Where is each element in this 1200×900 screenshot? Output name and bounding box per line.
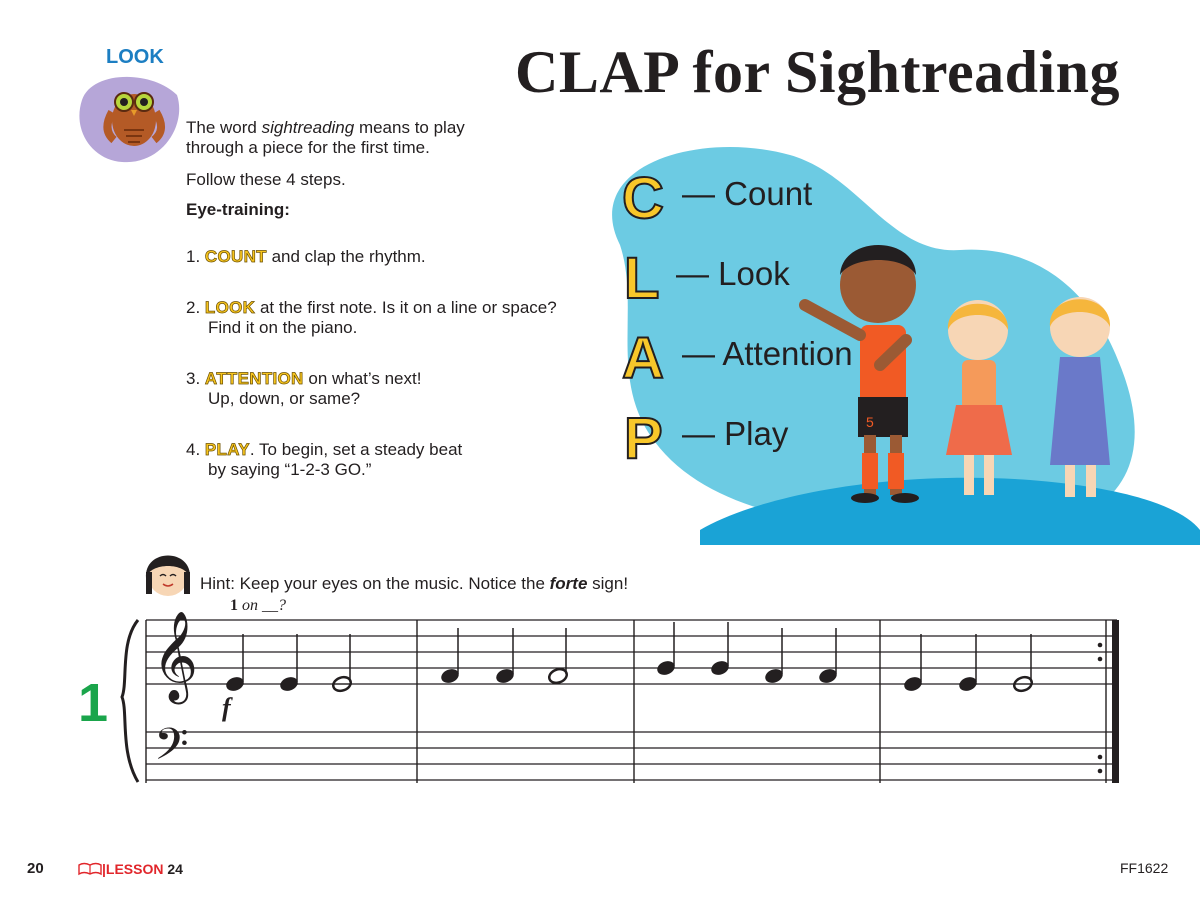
step-keyword: COUNT [204,247,267,266]
clap-word-look: — Look [676,255,790,292]
intro-line3: Follow these 4 steps. [186,170,346,189]
clap-word-play: — Play [682,415,789,452]
measure-annotation-rest: on __? [238,597,286,614]
clap-letter-a: A [622,326,664,391]
measure-3 [655,622,838,685]
grand-staff [110,612,1130,792]
step-text: at the first note. Is it on a line or space? [255,298,557,317]
eye-training-heading: Eye-training: [186,200,290,219]
book-code: FF1622 [1120,860,1169,876]
intro-line1-em: sightreading [261,118,355,137]
brace-icon [122,620,138,782]
owl-illustration [72,70,184,170]
hint-post: sign! [587,574,629,593]
look-label: LOOK [106,46,164,68]
step-number: 2. [186,298,201,317]
step-2 [186,298,557,338]
step-number: 1. [186,247,201,266]
step-3 [186,369,421,409]
measure-1 [222,634,353,722]
intro-line1-post: means to play [354,118,465,137]
intro-paragraph [186,118,465,158]
step-text: on what’s next! [303,369,422,388]
step-text-2: Find it on the piano. [208,318,358,337]
hint-pre: Hint: Keep your eyes on the music. Notice the [200,574,550,593]
lesson-label-text: LESSON [105,861,164,877]
book-icon [78,862,102,876]
measure-annotation-num: 1 [230,597,238,614]
clap-illustration [560,135,1200,545]
step-keyword: ATTENTION [204,369,304,388]
step-keyword: PLAY [204,440,250,459]
owl-icon [72,70,184,170]
treble-clef-icon: 𝄞 [152,612,199,701]
step-keyword: LOOK [204,298,256,317]
intro-line2: through a piece for the first time. [186,138,430,157]
clap-word-count: — Count [682,175,813,212]
step-text: . To begin, set a steady beat [249,440,463,459]
lesson-label: |LESSON 24 [102,861,183,877]
step-1 [186,247,426,267]
step-text: and clap the rhythm. [266,247,426,266]
page-title: CLAP for Sightreading [515,39,1121,105]
jersey-number: 5 [866,414,874,430]
step-text-2: Up, down, or same? [208,389,361,408]
clap-letter-l: L [624,246,660,311]
step-text-2: by saying “1-2-3 GO.” [208,460,372,479]
forte-mark: f [222,693,231,722]
bass-clef-icon: 𝄢 [154,718,189,781]
clap-word-attention: — Attention [682,335,853,372]
girl-face-icon [140,548,196,598]
clap-letter-c: C [622,166,664,231]
lesson-number: 24 [167,861,183,877]
system-number: 1 [78,673,109,733]
step-4 [186,440,462,480]
step-number: 4. [186,440,201,459]
page-number: 20 [27,860,44,877]
hint-girl-avatar [140,548,196,598]
hint-text [200,574,628,594]
clap-letter-p: P [624,406,663,471]
step-number: 3. [186,369,201,388]
hint-em: forte [549,574,588,593]
intro-line1-pre: The word [186,118,262,137]
